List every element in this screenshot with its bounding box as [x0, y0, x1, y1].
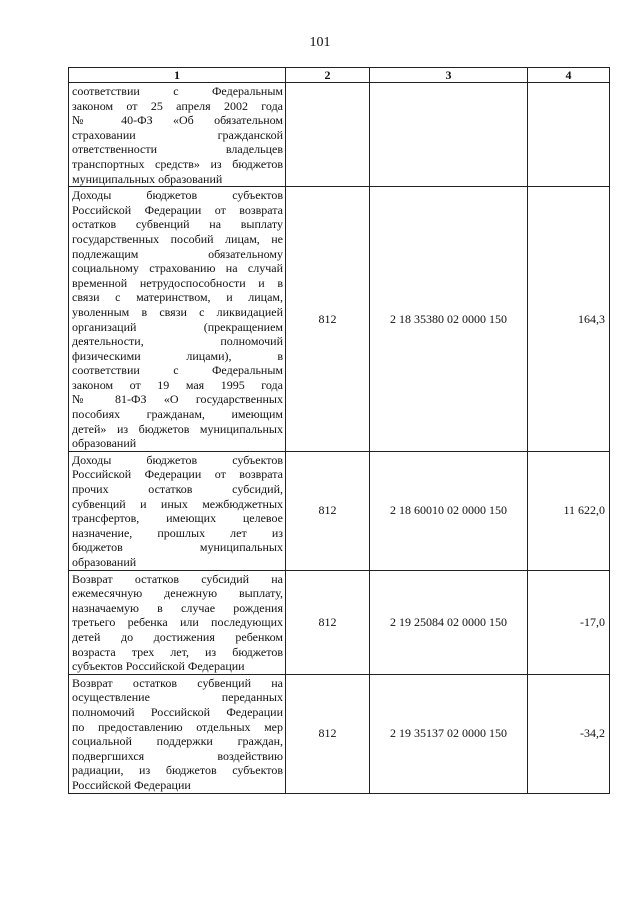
description-line: № 40-ФЗ «Об обязательном — [72, 113, 283, 128]
description-line: прочих остатков субсидий, — [72, 482, 283, 497]
amount-value: -34,2 — [528, 674, 610, 793]
description-line: № 81-ФЗ «О государственных — [72, 392, 283, 407]
column-header: 2 — [286, 68, 370, 83]
table-header-row — [69, 68, 610, 83]
description-line: физическими лицами), в — [72, 348, 283, 363]
description-line: подвергшихся воздействию — [72, 748, 283, 763]
description-line: третьего ребенка или последующих — [72, 615, 283, 630]
table-row — [69, 187, 610, 452]
budget-classification-code: 2 18 60010 02 0000 150 — [370, 451, 528, 570]
description-line: назначение, прошлых лет из — [72, 525, 283, 540]
description-line: остатков субвенций на выплату — [72, 217, 283, 232]
description-line: назначаемую в случае рождения — [72, 600, 283, 615]
administrator-code: 812 — [286, 570, 370, 674]
amount-value: 164,3 — [528, 187, 610, 452]
description-line: Российской Федерации от возврата — [72, 202, 283, 217]
description-line: временной нетрудоспособности и в — [72, 275, 283, 290]
column-header: 3 — [370, 68, 528, 83]
description-line: деятельности, полномочий — [72, 334, 283, 349]
income-description — [69, 451, 286, 570]
description-line: Доходы бюджетов субъектов — [72, 188, 283, 203]
income-description — [69, 674, 286, 793]
description-line: законом от 19 мая 1995 года — [72, 377, 283, 392]
description-line: ответственности владельцев — [72, 142, 283, 157]
description-line: бюджетов муниципальных — [72, 540, 283, 555]
description-line: социальной поддержки граждан, — [72, 734, 283, 749]
amount-value: -17,0 — [528, 570, 610, 674]
description-line: субъектов Российской Федерации — [72, 659, 245, 674]
description-line: страховании гражданской — [72, 127, 283, 142]
description-line: организаций (прекращением — [72, 319, 283, 334]
description-line: пособиях гражданам, имеющим — [72, 407, 283, 422]
description-line: уволенным в связи с ликвидацией — [72, 304, 283, 319]
description-line: ежемесячную денежную выплату, — [72, 586, 283, 601]
description-line: соответствии с Федеральным — [72, 363, 283, 378]
column-header: 1 — [69, 68, 286, 83]
description-line: государственных пособий лицам, не — [72, 231, 283, 246]
description-line: субвенций и иных межбюджетных — [72, 496, 283, 511]
description-line: осуществление переданных — [72, 690, 283, 705]
description-line: детей до достижения ребенком — [72, 629, 283, 644]
budget-classification-code — [370, 83, 528, 187]
description-line: Возврат остатков субсидий на — [72, 571, 283, 586]
description-line: связи с материнством, и лицам, — [72, 290, 283, 305]
income-description — [69, 83, 286, 187]
description-line: Российской Федерации — [72, 777, 191, 792]
column-header: 4 — [528, 68, 610, 83]
administrator-code — [286, 83, 370, 187]
income-description — [69, 187, 286, 452]
budget-classification-code: 2 19 35137 02 0000 150 — [370, 674, 528, 793]
budget-table — [68, 67, 610, 794]
description-line: полномочий Российской Федерации — [72, 704, 283, 719]
amount-value — [528, 83, 610, 187]
administrator-code: 812 — [286, 674, 370, 793]
table-row — [69, 451, 610, 570]
description-line: возраста трех лет, из бюджетов — [72, 644, 283, 659]
amount-value: 11 622,0 — [528, 451, 610, 570]
description-line: трансфертов, имеющих целевое — [72, 511, 283, 526]
administrator-code: 812 — [286, 451, 370, 570]
budget-classification-code: 2 18 35380 02 0000 150 — [370, 187, 528, 452]
description-line: транспортных средств» из бюджетов — [72, 156, 283, 171]
description-line: соответствии с Федеральным — [72, 84, 283, 98]
table-row — [69, 83, 610, 187]
description-line: радиации, из бюджетов субъектов — [72, 763, 283, 778]
table-row — [69, 570, 610, 674]
table-row — [69, 674, 610, 793]
description-line: Возврат остатков субвенций на — [72, 675, 283, 690]
income-description — [69, 570, 286, 674]
description-line: Российской Федерации от возврата — [72, 467, 283, 482]
administrator-code: 812 — [286, 187, 370, 452]
budget-classification-code: 2 19 25084 02 0000 150 — [370, 570, 528, 674]
description-line: образований — [72, 436, 137, 451]
description-line: по предоставлению отдельных мер — [72, 719, 283, 734]
description-line: законом от 25 апреля 2002 года — [72, 98, 283, 113]
description-line: подлежащим обязательному — [72, 246, 283, 261]
description-line: образований — [72, 555, 137, 569]
description-line: социальному страхованию на случай — [72, 261, 283, 276]
description-line: детей» из бюджетов муниципальных — [72, 421, 283, 436]
description-line: Доходы бюджетов субъектов — [72, 452, 283, 467]
page-number: 101 — [309, 35, 331, 50]
description-line: муниципальных образований — [72, 171, 223, 186]
